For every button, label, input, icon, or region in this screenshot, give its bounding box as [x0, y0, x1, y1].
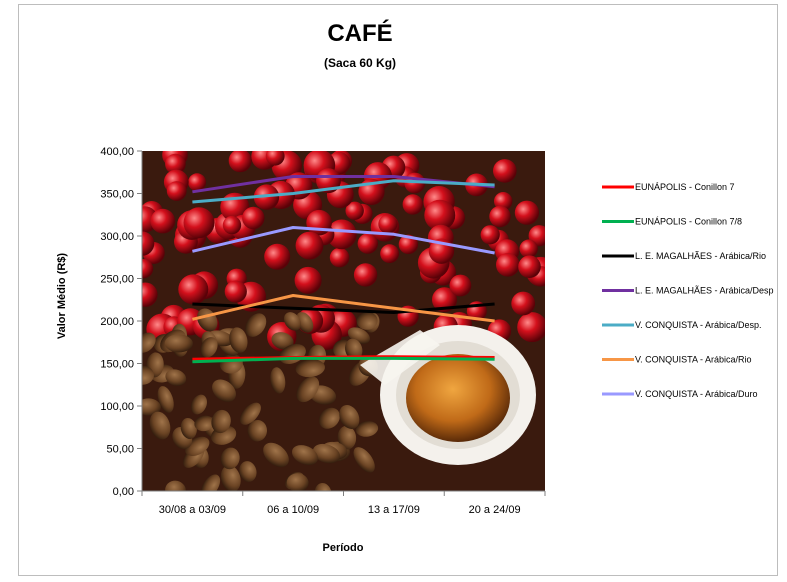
y-tick-label: 50,00 [106, 443, 134, 456]
cherry [184, 207, 215, 238]
x-tick-label: 30/08 a 03/09 [158, 504, 227, 516]
cherry [134, 259, 153, 278]
cherry [518, 255, 541, 278]
y-tick-label: 400,00 [100, 146, 134, 158]
legend-label: EUNÁPOLIS - Conillon 7 [635, 182, 735, 192]
coffee-background-photo [130, 142, 556, 505]
x-axis [142, 491, 545, 516]
cherry [354, 263, 377, 286]
cherry [496, 253, 520, 277]
legend-label: V. CONQUISTA - Arábica/Duro [635, 389, 758, 399]
y-tick-label: 150,00 [100, 358, 134, 371]
y-tick-label: 250,00 [100, 273, 134, 286]
legend-label: EUNÁPOLIS - Conillon 7/8 [635, 216, 743, 227]
cherry [403, 194, 423, 214]
cherry [296, 232, 324, 260]
x-tick-label: 06 a 10/09 [267, 504, 320, 516]
cherry [225, 281, 247, 303]
cherry [295, 267, 322, 294]
y-tick-label: 100,00 [100, 401, 134, 413]
cherry [188, 173, 206, 191]
cherry [450, 275, 472, 297]
x-tick-label: 13 a 17/09 [367, 504, 420, 516]
y-tick-label: 200,00 [100, 316, 134, 328]
cherry [481, 225, 500, 244]
cherry [517, 312, 547, 342]
legend-label: L. E. MAGALHÃES - Arábica/Desp [635, 285, 774, 296]
cherry [133, 283, 157, 307]
y-tick-label: 350,00 [100, 188, 134, 201]
legend-label: L. E. MAGALHÃES - Arábica/Rio [635, 251, 767, 261]
legend-label: V. CONQUISTA - Arábica/Desp. [635, 320, 762, 330]
cherry [493, 159, 517, 183]
cherry [178, 274, 208, 304]
cherry [378, 214, 397, 233]
cherry [380, 244, 399, 263]
y-axis-title: Valor Médio (R$) [56, 252, 68, 340]
cherry [264, 244, 290, 270]
cherry [151, 209, 176, 234]
cherry [515, 201, 539, 225]
x-axis-title: Período [322, 542, 364, 554]
cherry [306, 210, 332, 236]
y-axis [100, 146, 142, 498]
cherry [330, 248, 350, 268]
chart-subtitle: (Saca 60 Kg) [323, 56, 397, 70]
legend [602, 182, 774, 399]
cherry [489, 206, 510, 227]
x-tick-label: 20 a 24/09 [468, 504, 521, 516]
y-tick-label: 0,00 [112, 486, 134, 498]
cherry [520, 240, 538, 258]
cherry [167, 181, 187, 201]
cherry [242, 207, 264, 229]
legend-label: V. CONQUISTA - Arábica/Rio [635, 354, 752, 365]
cherry [229, 149, 252, 172]
cherry [266, 147, 285, 166]
cherry [223, 216, 241, 234]
cherry [511, 292, 535, 316]
y-tick-label: 300,00 [100, 231, 134, 243]
chart-title: CAFÉ [327, 20, 393, 47]
